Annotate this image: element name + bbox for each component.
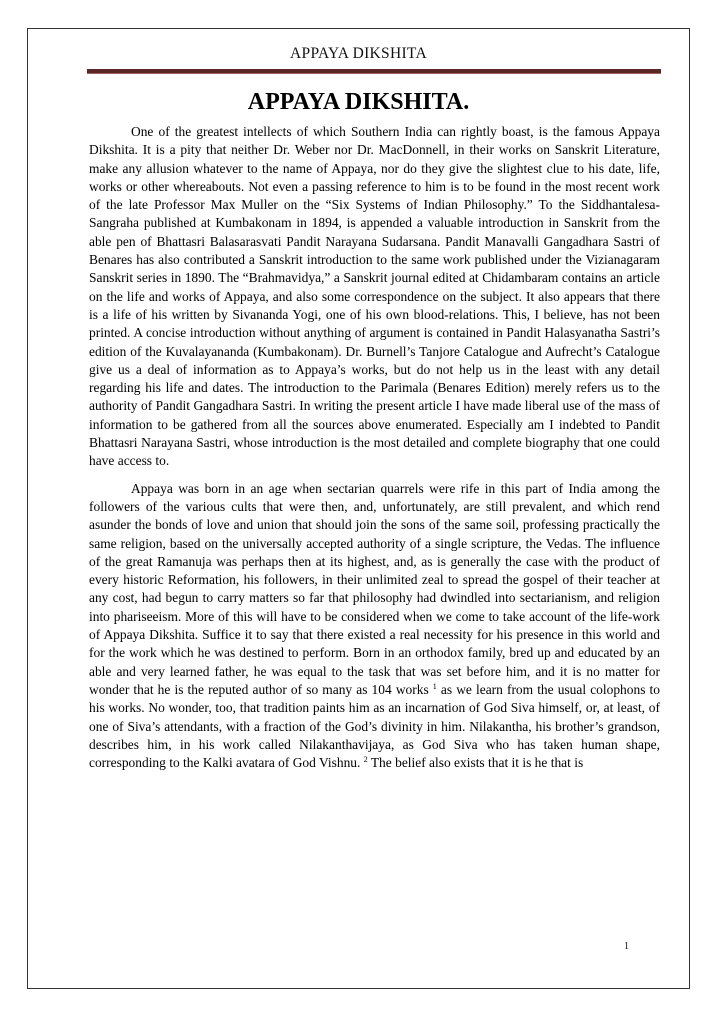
page-number: 1 xyxy=(624,941,629,952)
paragraph-2 xyxy=(89,480,660,773)
footnote-marker-1[interactable]: 1 xyxy=(432,681,437,691)
document-title: APPAYA DIKSHITA. xyxy=(247,89,470,115)
paragraph-text: One of the greatest intellects of which Southern India can rightly boast, is the famous Appaya Dikshita. It is a pity that neither Dr. Weber nor Dr. MacDonnell, in their works on Sanskrit Literature, make any allusion whatever to the name of Appaya, nor do they give the slightest clue to his date, life, works or other whereabouts. Not even a passing reference to him is to be found in the most recent work of the late Professor Max Muller on the “Six Systems of Indian Philosophy.” To the Siddhantalesa-Sangraha published at Kumbakonam in 1894, is appended a valuable introduction in Sanskrit from the able pen of Bhattasri Balasarasvati Pandit Narayana Sudarsana. Pandit Manavalli Gangadhara Sastri of Benares has also contributed a Sanskrit introduction to the same work published under the Vizianagaram Sanskrit series in 1890. The “Brahmavidya,” a Sanskrit journal edited at Chidambaram contains an article on the life and works of Appaya, and also some correspondence on the subject. It also appears that there is a life of his written by Sivananda Yogi, one of his own blood-relations. This, I believe, has not been printed. A concise introduction without anything of argument is contained in Pandit Halasyanatha Sastri’s edition of the Kuvalayananda (Kumbakonam). Dr. Burnell’s Tanjore Catalogue and Aufrecht’s Catalogue give us a deal of information as to Appaya’s works, but do not help us in the least with any detail regarding his life and dates. The introduction to the Parimala (Benares Edition) merely refers us to the authority of Pandit Gangadhara Sastri. In writing the present article I have made liberal use of the mass of information to be gathered from all the sources above enumerated. Especially am I indebted to Pandit Bhattasri Narayana Sastri, whose introduction is the most detailed and complete biography that one could have access to. xyxy=(89,124,660,469)
paragraph-text: The belief also exists that it is he that is xyxy=(367,755,584,771)
running-header: APPAYA DIKSHITA xyxy=(290,45,427,62)
paragraph-text: as we learn from the usual colophons to his works. No wonder, too, that tradition paints him as an incarnation of God Siva himself, or, at least, of one of Siva’s attendants, with a fraction of the God’s divinity in him. Nilakantha, his brother’s grandson, describes him, in his work called Nilakanthavijaya, as God Siva who has taken human shape, corresponding to the Kalki avatara of God Vishnu. xyxy=(89,681,661,771)
header-rule xyxy=(87,69,661,74)
paragraph-text: Appaya was born in an age when sectarian quarrels were rife in this part of India among the followers of the various cults that were then, and, unfortunately, are still prevalent, and which rend asunder the bonds of love and union that should join the sons of the same soil, professing practically the same religion, based on the universally accepted authority of a single scripture, the Vedas. The influence of the great Ramanuja was perhaps then at its highest, and, as is generally the case with the product of every historic Reformation, his followers, in their unlimited zeal to spread the gospel of their teacher at any cost, had begun to carry matters so far that philosophy had dwindled into sectarianism, and religion into phariseeism. More of this will have to be considered when we come to take account of the life-work of Appaya Dikshita. Suffice it to say that there existed a real necessity for his presence in this world and for the work which he was destined to perform. Born in an orthodox family, bred up and educated by an able and very learned father, he was equal to the task that was set before him, and it is no matter for wonder that he is the reputed author of so many as 104 works xyxy=(89,480,660,697)
body-text xyxy=(89,123,660,772)
document-page xyxy=(27,28,690,989)
footnote-marker-2[interactable]: 2 xyxy=(363,755,368,765)
paragraph-1 xyxy=(89,123,660,471)
